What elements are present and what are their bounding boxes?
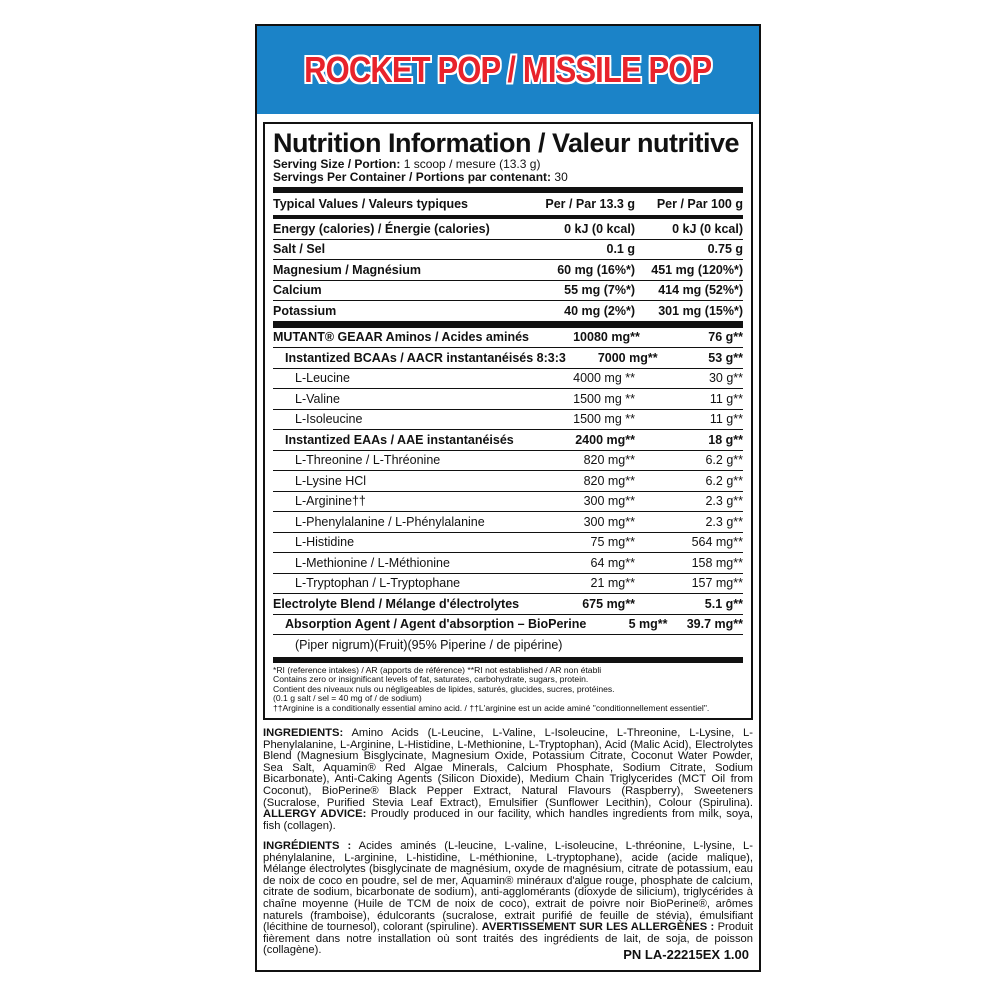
row-name: L-Arginine†† — [295, 494, 366, 509]
row-name: Magnesium / Magnésium — [273, 262, 421, 277]
row-name: L-Leucine — [295, 371, 350, 386]
electrolyte-row — [273, 594, 743, 615]
row-value-per-100g: 157 mg** — [691, 576, 743, 591]
row-name: Salt / Sel — [273, 242, 326, 257]
footnote-line: Contains zero or insignificant levels of fat, saturates, carbohydrate, sugars, protein. — [273, 674, 589, 685]
row-value-per-serving: 1500 mg ** — [573, 391, 635, 406]
row-name: Energy (calories) / Énergie (calories) — [273, 221, 490, 236]
row-name: Electrolyte Blend / Mélange d'électrolytes — [273, 596, 520, 611]
row-value-per-serving: 60 mg (16%*) — [557, 262, 635, 277]
bcaa-items — [273, 369, 743, 431]
product-label — [255, 24, 761, 972]
allergy-label: ALLERGY ADVICE: — [263, 808, 367, 821]
row-value-per-100g: 451 mg (120%*) — [651, 262, 743, 277]
table-header — [273, 193, 743, 216]
row-value-per-100g: 11 g** — [709, 391, 743, 406]
footnote-line: *RI (reference intakes) / AR (apports de référence) **RI not established / AR non établi — [273, 664, 602, 675]
row-value-per-100g: 301 mg (15%*) — [658, 303, 743, 318]
amino-acid-row — [273, 512, 743, 533]
row-value-per-100g: 414 mg (52%*) — [658, 283, 743, 298]
ingredients-text-fr: Acides aminés (L-leucine, L-valine, L-isoleucine, L-thréonine, L-lysine, L-phénylalanine, L-arginine, L-histidine, L-méthionine, L-tryptophane), acide (acide malique), Mélange électrolytes (bisglycinate de magnésium, oxyde de magnésium, citrate de potassium, eau de noix de coco en poudre, sel de mer, Aquamin® minéraux d'algue rouge, phosphate de calcium, citrate de sodium, bicarbonate de sodium), anti-agglomérants (dioxyde de silicium), triglycérides à chaîne moyenne (Huile de TCM de noix de coco), extrait de poivre noir BioPerine®, arômes naturels (framboise), édulcorants (sucralose, extrait purifié de feuille de stévia), émulsifiant (lécithine de tournesol), colorant (spiruline). — [263, 840, 753, 934]
row-value-per-100g: 158 mg** — [691, 555, 743, 570]
footnote-line: (0.1 g salt / sel = 40 mg of / de sodium) — [273, 693, 422, 704]
nutrient-row — [273, 260, 743, 281]
ingredients-label: INGREDIENTS: — [263, 727, 344, 739]
part-number: PN LA-22215EX 1.00 — [623, 947, 749, 962]
row-name: L-Histidine — [295, 535, 355, 550]
ingredients-english — [263, 728, 753, 832]
ingredients-label-fr: INGRÉDIENTS : — [263, 840, 352, 852]
row-value-per-serving: 7000 mg** — [597, 350, 658, 365]
row-value-per-100g: 5.1 g** — [704, 596, 743, 611]
row-value-per-100g: 11 g** — [709, 412, 743, 427]
row-value-per-100g: 30 g** — [708, 371, 743, 386]
row-value-per-100g: 53 g** — [708, 350, 743, 365]
row-value-per-serving: 0.1 g — [606, 242, 635, 257]
row-value-per-100g: 2.3 g** — [705, 514, 743, 529]
row-value-per-serving: 820 mg** — [583, 473, 635, 488]
amino-acid-row — [273, 389, 743, 410]
amino-acid-row — [273, 410, 743, 431]
servings-value: 30 — [554, 170, 568, 184]
row-value-per-serving: 55 mg (7%*) — [564, 283, 635, 298]
eaa-items — [273, 451, 743, 595]
row-value-per-serving: 4000 mg ** — [573, 371, 635, 386]
nutrient-row — [273, 219, 743, 240]
header-col2: Per / Par 100 g — [656, 197, 743, 211]
bcaa-row — [273, 348, 743, 369]
amino-total-row — [273, 328, 743, 349]
row-name: Potassium — [273, 303, 337, 318]
nutrient-row — [273, 281, 743, 302]
row-value-per-serving: 21 mg** — [590, 576, 635, 591]
row-value-per-serving: 75 mg** — [590, 535, 635, 550]
nutrition-panel — [263, 122, 753, 720]
nutrient-row — [273, 240, 743, 261]
amino-acid-row — [273, 553, 743, 574]
amino-acid-row — [273, 471, 743, 492]
row-name: L-Tryptophan / L-Tryptophane — [295, 576, 461, 591]
row-value-per-serving: 0 kJ (0 kcal) — [564, 221, 635, 236]
row-name: L-Lysine HCl — [295, 473, 367, 488]
row-value-per-serving: 300 mg** — [583, 494, 635, 509]
amino-acid-row — [273, 492, 743, 513]
flavor-title: ROCKET POP / MISSILE POP — [304, 49, 712, 90]
panel-title: Nutrition Information / Valeur nutritive — [273, 128, 740, 158]
row-name: MUTANT® GEAAR Aminos / Acides aminés — [273, 330, 530, 345]
serving-size-value: 1 scoop / mesure (13.3 g) — [403, 157, 541, 171]
row-name: L-Valine — [295, 391, 340, 406]
row-value-per-serving: 2400 mg** — [575, 432, 635, 447]
allergy-text: Proudly produced in our facility, which handles ingredients from milk, soya, fish (collagen). — [263, 808, 753, 832]
row-value-per-100g: 564 mg** — [691, 535, 743, 550]
row-name: Absorption Agent / Agent d'absorption – BioPerine — [285, 617, 587, 632]
servings-label: Servings Per Container / Portions par contenant: — [273, 170, 552, 184]
footnote-line: ††Arginine is a conditionally essential amino acid. / ††L'arginine est un acide aminé "conditionnellement essentiel". — [273, 702, 710, 713]
row-value-per-serving: 300 mg** — [583, 514, 635, 529]
row-name: Instantized EAAs / AAE instantanéisés — [285, 432, 514, 447]
absorption-source: (Piper nigrum)(Fruit)(95% Piperine / de pipérine) — [295, 637, 563, 652]
servings-per-container — [273, 171, 743, 184]
flavor-banner — [257, 26, 759, 114]
nutrient-row — [273, 301, 743, 322]
row-value-per-serving: 1500 mg ** — [573, 412, 635, 427]
eaa-row — [273, 430, 743, 451]
row-value-per-100g: 2.3 g** — [705, 494, 743, 509]
row-name: L-Phenylalanine / L-Phénylalanine — [295, 514, 485, 529]
header-name: Typical Values / Valeurs typiques — [273, 197, 468, 211]
amino-acid-row — [273, 369, 743, 390]
amino-acid-row — [273, 533, 743, 554]
footnote-line: Contient des niveaux nuls ou négligeables de lipides, saturés, glucides, sucres, protéines. — [273, 683, 615, 694]
row-value-per-100g: 0.75 g — [707, 242, 743, 257]
row-name: Instantized BCAAs / AACR instantanéisés 8:3:3 — [285, 350, 566, 365]
footnotes — [273, 663, 743, 714]
row-value-per-serving: 5 mg** — [628, 617, 668, 632]
minerals-section — [273, 219, 743, 322]
allergy-label-fr: AVERTISSEMENT SUR LES ALLERGÈNES : — [481, 921, 715, 934]
allergy-text-fr: Produit fièrement dans notre installation où sont traités des ingrédients de lait, de soja, de poisson (collagène). — [263, 921, 754, 957]
ingredients-french — [263, 841, 753, 957]
absorption-row — [273, 615, 743, 636]
row-value-per-serving: 675 mg** — [582, 596, 636, 611]
row-value-per-100g: 18 g** — [708, 432, 743, 447]
row-value-per-100g: 76 g** — [708, 330, 743, 345]
serving-size-label: Serving Size / Portion: — [273, 157, 401, 171]
amino-acid-row — [273, 451, 743, 472]
row-value-per-serving: 64 mg** — [590, 555, 635, 570]
row-value-per-serving: 820 mg** — [583, 453, 635, 468]
row-name: L-Isoleucine — [295, 412, 363, 427]
header-col1: Per / Par 13.3 g — [545, 197, 635, 211]
row-value-per-100g: 6.2 g** — [705, 453, 743, 468]
row-name: L-Threonine / L-Thréonine — [295, 453, 441, 468]
row-value-per-100g: 39.7 mg** — [686, 617, 743, 632]
absorption-source-row — [273, 635, 743, 655]
row-value-per-100g: 0 kJ (0 kcal) — [672, 221, 743, 236]
row-value-per-serving: 40 mg (2%*) — [564, 303, 635, 318]
row-value-per-100g: 6.2 g** — [705, 473, 743, 488]
row-value-per-serving: 10080 mg** — [573, 330, 640, 345]
ingredients-text: Amino Acids (L-Leucine, L-Valine, L-Isoleucine, L-Threonine, L-Lysine, L-Phenylalanine, L-Arginine, L-Histidine, L-Methionine, L-Tryptophan), Acid (Malic Acid), Electrolytes Blend (Magnesium Bisglycinate, Magnesium Oxide, Potassium Citrate, Coconut Water Powder, Sea Salt, Aquamin® Red Algae Minerals, Calcium Phosphate, Sodium Citrate, Sodium Bicarbonate), Anti-Caking Agents (Silicon Dioxide), Medium Chain Triglycerides (MCT Oil from Coconut), BioPerine® Black Pepper Extract, Natural Flavours (Raspberry), Sweeteners (Sucralose, Purified Stevia Leaf Extract), Emulsifier (Sunflower Lecithin), Colour (Spirulina). — [263, 727, 753, 809]
amino-acid-row — [273, 574, 743, 595]
row-name: Calcium — [273, 283, 322, 298]
row-name: L-Methionine / L-Méthionine — [295, 555, 450, 570]
